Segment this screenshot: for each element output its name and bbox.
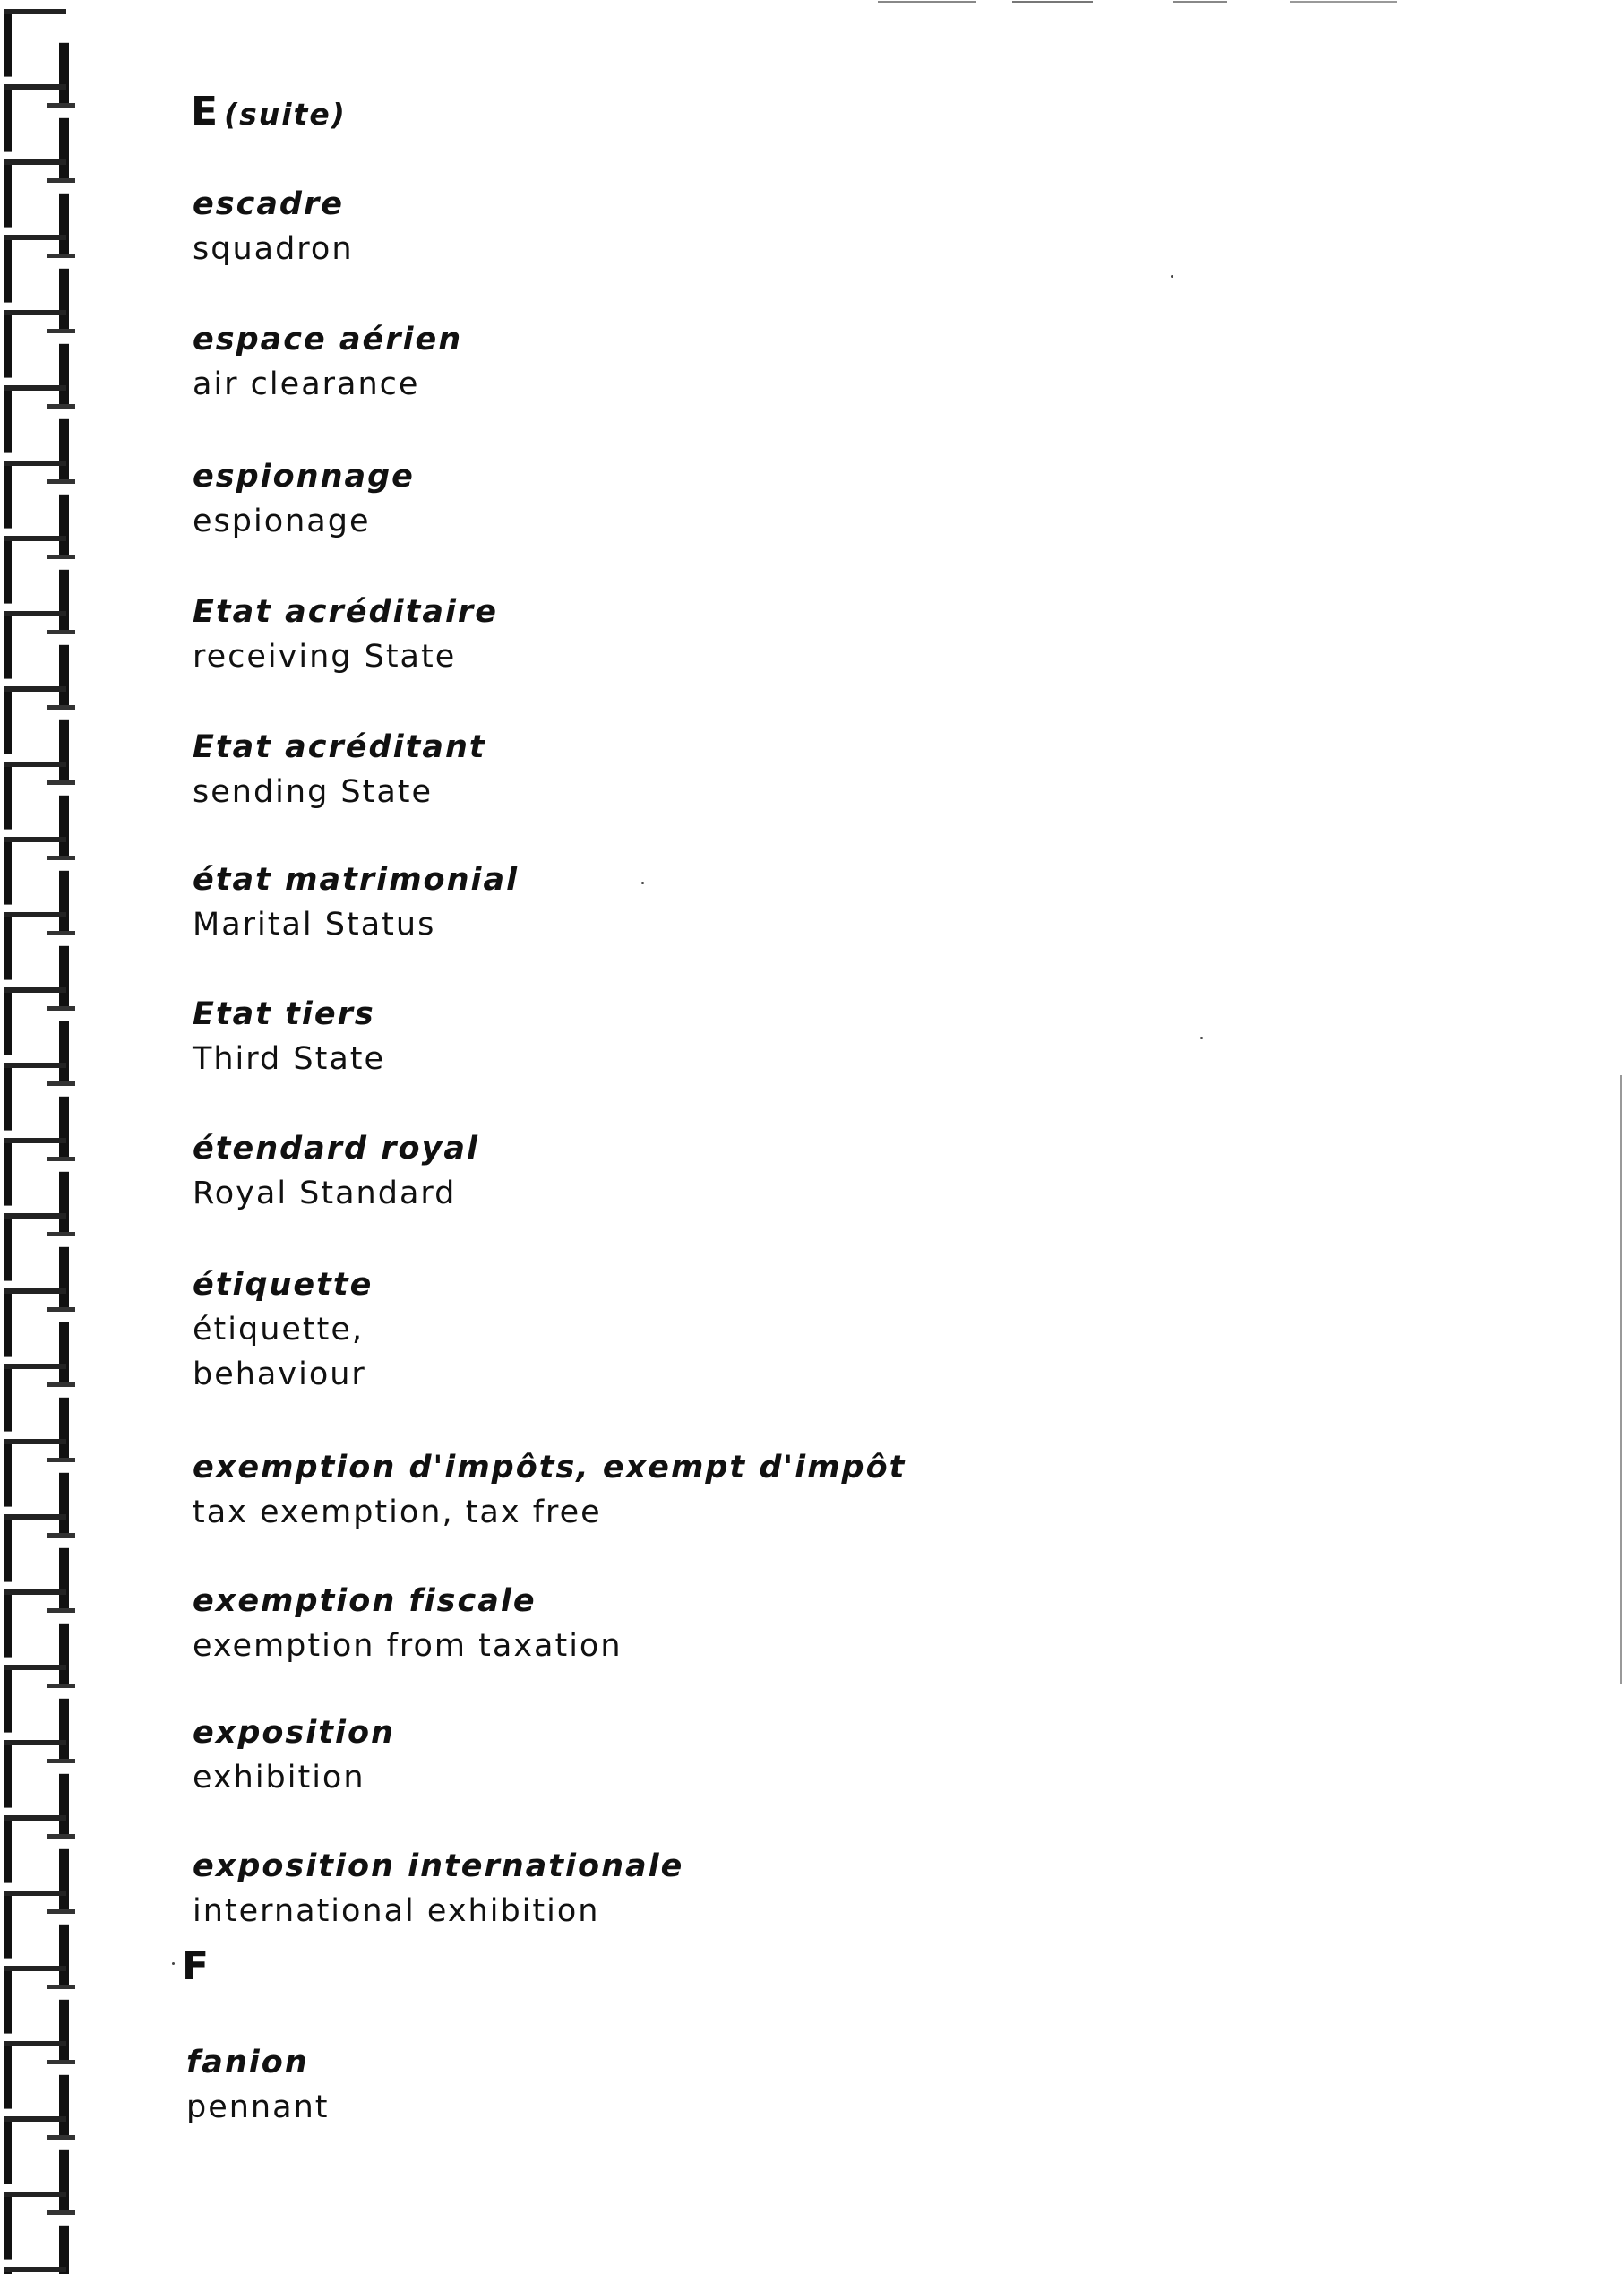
ink-speck xyxy=(641,882,644,884)
french-term: exposition xyxy=(193,1715,395,1751)
section-heading-e xyxy=(191,90,347,137)
french-term: escadre xyxy=(193,186,344,222)
glossary-entry xyxy=(193,1579,623,1668)
english-translation: pennant xyxy=(186,2089,330,2125)
english-translation: espionage xyxy=(193,504,371,539)
page-edge-shadow xyxy=(1618,1075,1624,1684)
section-letter: F xyxy=(182,1943,211,1989)
glossary-entry xyxy=(193,1126,479,1216)
glossary-entry xyxy=(193,182,354,271)
glossary-entry xyxy=(193,1710,395,1800)
section-letter: E xyxy=(191,89,219,134)
french-term: exemption fiscale xyxy=(193,1583,537,1619)
english-translation: étiquette, xyxy=(193,1312,365,1348)
english-translation: receiving State xyxy=(193,639,457,675)
french-term: espionnage xyxy=(193,459,415,495)
section-suffix: (suite) xyxy=(224,97,347,132)
french-term: fanion xyxy=(186,2045,309,2080)
french-term: Etat tiers xyxy=(193,996,375,1032)
english-translation: squadron xyxy=(193,231,354,267)
english-translation: behaviour xyxy=(193,1357,366,1392)
ink-speck xyxy=(1171,275,1173,278)
english-translation: international exhibition xyxy=(193,1893,600,1929)
english-translation: Marital Status xyxy=(193,907,436,943)
glossary-entry xyxy=(186,2040,329,2130)
glossary-entry xyxy=(193,725,486,814)
ink-speck xyxy=(1200,1037,1203,1039)
glossary-entry xyxy=(193,857,519,947)
french-term: exemption d'impôts, exempt d'impôt xyxy=(193,1450,907,1486)
spiral-binding xyxy=(0,0,99,2274)
french-term: exposition internationale xyxy=(193,1848,684,1884)
glossary-entry xyxy=(193,1262,373,1397)
glossary-entry xyxy=(193,1844,683,1934)
english-translation: tax exemption, tax free xyxy=(193,1494,602,1530)
glossary-entry xyxy=(193,317,462,407)
english-translation: exemption from taxation xyxy=(193,1628,623,1664)
french-term: état matrimonial xyxy=(193,862,520,898)
glossary-entry xyxy=(193,992,385,1081)
glossary-entry xyxy=(193,590,498,679)
french-term: Etat acréditant xyxy=(193,729,486,765)
english-translation: sending State xyxy=(193,774,434,810)
english-translation: air clearance xyxy=(193,366,420,402)
french-term: étiquette xyxy=(193,1267,374,1303)
english-translation: exhibition xyxy=(193,1760,365,1796)
french-term: étendard royal xyxy=(193,1131,480,1167)
french-term: espace aérien xyxy=(193,322,463,357)
glossary-entry xyxy=(193,454,415,544)
section-heading-f xyxy=(182,1944,210,1989)
french-term: Etat acréditaire xyxy=(193,594,498,630)
english-translation: Third State xyxy=(193,1041,386,1077)
ink-speck xyxy=(172,1962,175,1965)
glossary-entry xyxy=(193,1445,906,1535)
english-translation: Royal Standard xyxy=(193,1176,457,1211)
binding-ring xyxy=(4,9,75,108)
top-edge-marks xyxy=(878,0,1451,7)
